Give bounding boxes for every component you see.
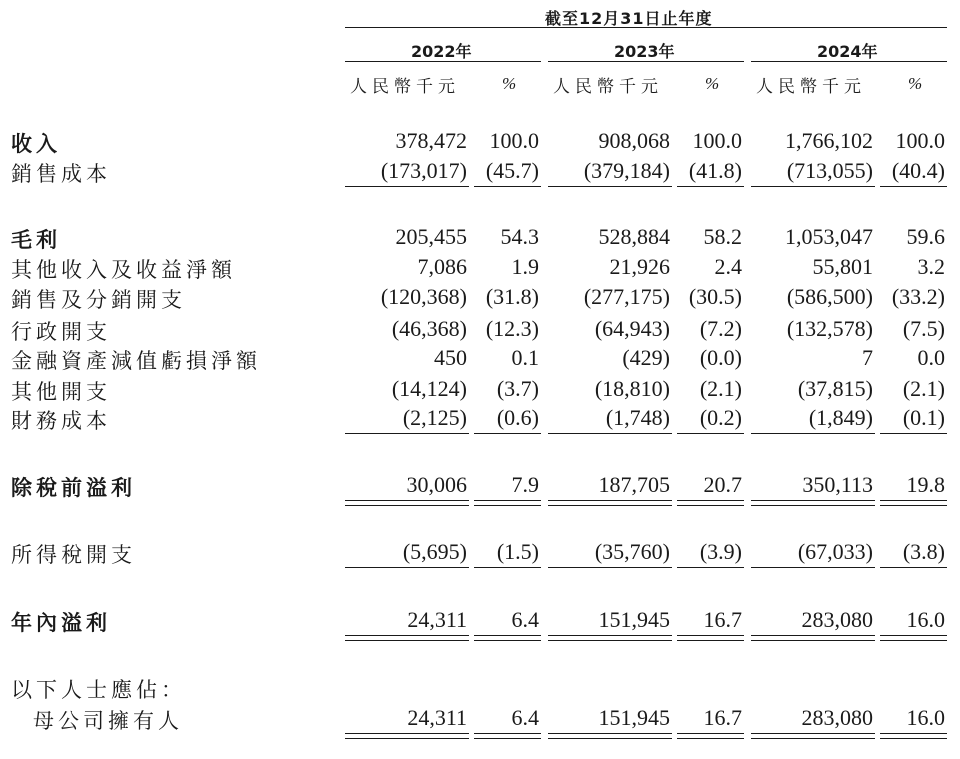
rule-line (751, 733, 875, 734)
year-header: 2024年 (817, 42, 878, 61)
amount-cell: 7 (862, 345, 873, 370)
rule-line (345, 505, 469, 506)
percent-cell: 58.2 (703, 224, 742, 249)
percent-cell: 16.0 (906, 705, 945, 730)
rule-line (880, 567, 947, 568)
percent-cell: 54.3 (500, 224, 539, 249)
rule-line (345, 433, 469, 434)
rule-line (345, 27, 947, 28)
row-label: 收入 (11, 132, 61, 156)
rule-line (677, 186, 744, 187)
rule-line (345, 61, 541, 62)
period-caption: 截至12月31日止年度 (545, 9, 713, 28)
row-label: 所得稅開支 (11, 543, 136, 567)
rule-line (751, 505, 875, 506)
percent-cell: 20.7 (703, 472, 742, 497)
rule-line (474, 567, 541, 568)
percent-cell: (0.1) (902, 405, 945, 430)
rule-line (474, 500, 541, 501)
rule-line (677, 733, 744, 734)
rule-line (345, 635, 469, 636)
amount-cell: 1,053,047 (785, 224, 873, 249)
amount-cell: (132,578) (786, 316, 873, 341)
amount-cell: 528,884 (598, 224, 670, 249)
rule-line (880, 733, 947, 734)
row-label: 其他開支 (11, 380, 111, 404)
row-label: 毛利 (11, 228, 61, 252)
amount-cell: 450 (434, 345, 467, 370)
percent-cell: (41.8) (688, 158, 742, 183)
row-label: 行政開支 (11, 320, 111, 344)
row-label: 銷售及分銷開支 (11, 288, 186, 312)
amount-cell: (586,500) (786, 284, 873, 309)
currency-label: 人民幣千元 (553, 77, 663, 97)
percent-cell: (2.1) (902, 376, 945, 401)
percent-cell: 3.2 (917, 254, 945, 279)
amount-cell: (1,748) (605, 405, 670, 430)
percent-cell: (45.7) (485, 158, 539, 183)
rule-line (548, 433, 672, 434)
rule-line (751, 635, 875, 636)
amount-cell: 350,113 (802, 472, 873, 497)
rule-line (345, 500, 469, 501)
amount-cell: (1,849) (808, 405, 873, 430)
percent-header: % (908, 74, 923, 93)
percent-cell: (2.1) (699, 376, 742, 401)
rule-line (751, 500, 875, 501)
row-label: 除稅前溢利 (11, 476, 136, 500)
percent-cell: 1.9 (511, 254, 539, 279)
percent-cell: (30.5) (688, 284, 742, 309)
percent-cell: (40.4) (891, 158, 945, 183)
percent-header: % (705, 74, 720, 93)
row-label: 銷售成本 (11, 162, 111, 186)
percent-header: % (502, 74, 517, 93)
row-label: 以下人士應佔： (11, 678, 186, 702)
percent-cell: (3.9) (699, 539, 742, 564)
percent-cell: 16.7 (703, 607, 742, 632)
amount-cell: (120,368) (380, 284, 467, 309)
rule-line (345, 733, 469, 734)
rule-line (548, 500, 672, 501)
percent-cell: (0.2) (699, 405, 742, 430)
percent-cell: (7.2) (699, 316, 742, 341)
percent-cell: (3.7) (496, 376, 539, 401)
rule-line (677, 635, 744, 636)
currency-label: 人民幣千元 (350, 77, 460, 97)
amount-cell: 30,006 (406, 472, 467, 497)
amount-cell: (429) (622, 345, 670, 370)
rule-line (548, 733, 672, 734)
rule-line (548, 61, 744, 62)
rule-line (880, 505, 947, 506)
percent-cell: (7.5) (902, 316, 945, 341)
rule-line (880, 635, 947, 636)
percent-cell: 16.7 (703, 705, 742, 730)
rule-line (677, 738, 744, 739)
year-header: 2023年 (614, 42, 675, 61)
percent-cell: 59.6 (906, 224, 945, 249)
rule-line (548, 738, 672, 739)
amount-cell: 151,945 (598, 607, 670, 632)
amount-cell: (713,055) (786, 158, 873, 183)
percent-cell: 19.8 (906, 472, 945, 497)
rule-line (751, 738, 875, 739)
row-label: 母公司擁有人 (33, 709, 183, 733)
amount-cell: (35,760) (594, 539, 670, 564)
rule-line (548, 635, 672, 636)
percent-cell: (12.3) (485, 316, 539, 341)
rule-line (548, 186, 672, 187)
amount-cell: 7,086 (417, 254, 467, 279)
amount-cell: (67,033) (797, 539, 873, 564)
rule-line (751, 640, 875, 641)
amount-cell: 205,455 (395, 224, 467, 249)
rule-line (345, 186, 469, 187)
rule-line (548, 567, 672, 568)
percent-cell: 100.0 (692, 128, 742, 153)
amount-cell: (18,810) (594, 376, 670, 401)
row-label: 年內溢利 (11, 611, 111, 635)
amount-cell: (37,815) (797, 376, 873, 401)
percent-cell: 100.0 (895, 128, 945, 153)
rule-line (345, 738, 469, 739)
amount-cell: 283,080 (801, 607, 873, 632)
percent-cell: (0.6) (496, 405, 539, 430)
percent-cell: 16.0 (906, 607, 945, 632)
rule-line (474, 733, 541, 734)
amount-cell: 187,705 (598, 472, 670, 497)
percent-cell: 0.0 (917, 345, 945, 370)
amount-cell: (277,175) (583, 284, 670, 309)
currency-label: 人民幣千元 (756, 77, 866, 97)
rule-line (751, 186, 875, 187)
rule-line (474, 635, 541, 636)
rule-line (751, 61, 947, 62)
amount-cell: (14,124) (391, 376, 467, 401)
rule-line (880, 500, 947, 501)
percent-cell: 6.4 (511, 705, 539, 730)
rule-line (677, 505, 744, 506)
amount-cell: (64,943) (594, 316, 670, 341)
amount-cell: 283,080 (801, 705, 873, 730)
amount-cell: 24,311 (407, 607, 467, 632)
percent-cell: 7.9 (511, 472, 539, 497)
percent-cell: (31.8) (485, 284, 539, 309)
rule-line (474, 505, 541, 506)
rule-line (677, 640, 744, 641)
rule-line (677, 433, 744, 434)
rule-line (474, 433, 541, 434)
amount-cell: 908,068 (598, 128, 670, 153)
row-label: 金融資產減值虧損淨額 (11, 349, 261, 373)
amount-cell: (5,695) (402, 539, 467, 564)
percent-cell: (0.0) (699, 345, 742, 370)
percent-cell: 2.4 (714, 254, 742, 279)
row-label: 財務成本 (11, 409, 111, 433)
percent-cell: 6.4 (511, 607, 539, 632)
rule-line (548, 505, 672, 506)
amount-cell: (2,125) (402, 405, 467, 430)
rule-line (345, 640, 469, 641)
rule-line (345, 567, 469, 568)
amount-cell: (46,368) (391, 316, 467, 341)
rule-line (751, 567, 875, 568)
amount-cell: (379,184) (583, 158, 670, 183)
row-label: 其他收入及收益淨額 (11, 258, 236, 282)
amount-cell: 151,945 (598, 705, 670, 730)
percent-cell: (3.8) (902, 539, 945, 564)
rule-line (880, 640, 947, 641)
percent-cell: 100.0 (489, 128, 539, 153)
percent-cell: 0.1 (511, 345, 539, 370)
rule-line (677, 500, 744, 501)
rule-line (880, 738, 947, 739)
percent-cell: (33.2) (891, 284, 945, 309)
amount-cell: 21,926 (609, 254, 670, 279)
rule-line (474, 738, 541, 739)
rule-line (677, 567, 744, 568)
amount-cell: (173,017) (380, 158, 467, 183)
rule-line (548, 640, 672, 641)
rule-line (880, 186, 947, 187)
amount-cell: 1,766,102 (785, 128, 873, 153)
rule-line (474, 640, 541, 641)
amount-cell: 55,801 (812, 254, 873, 279)
rule-line (751, 433, 875, 434)
year-header: 2022年 (411, 42, 472, 61)
rule-line (474, 186, 541, 187)
amount-cell: 378,472 (395, 128, 467, 153)
amount-cell: 24,311 (407, 705, 467, 730)
rule-line (880, 433, 947, 434)
percent-cell: (1.5) (496, 539, 539, 564)
